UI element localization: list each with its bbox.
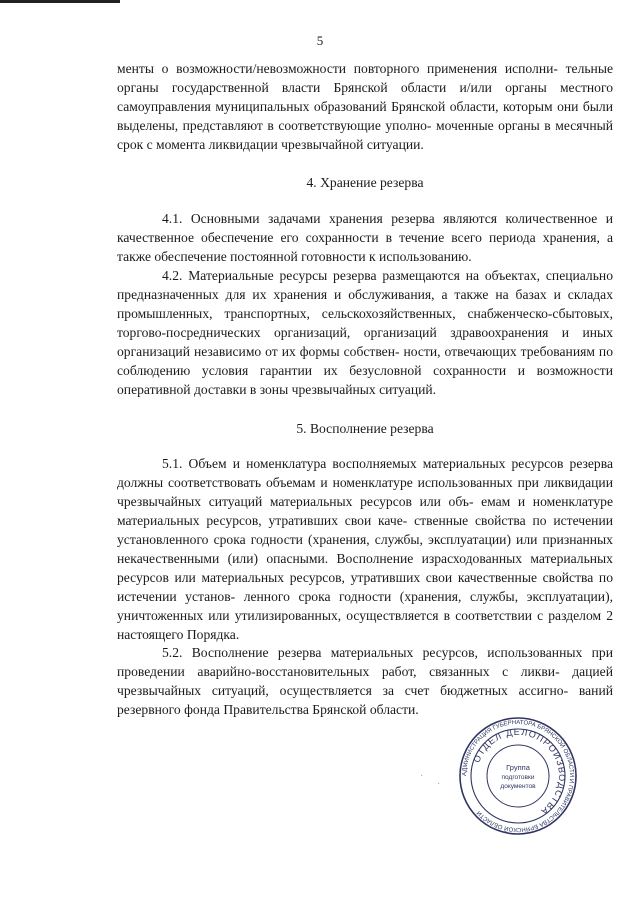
stamp-center-line: подготовки: [501, 774, 535, 781]
text-line: здравоохранения и иных организаций независимо от их формы собствен-: [117, 324, 613, 359]
text-line: 4.1. Основными задачами хранения резерва являются количественное: [162, 211, 598, 227]
text-line: ственные свойства по истечении установленного срока годности (хранения,: [117, 513, 613, 548]
text-line: Восполнение израсходованных материальных ресурсов или материальных: [117, 550, 613, 585]
stamp-center-line: Группа: [506, 763, 530, 772]
stamp-outer-text: АДМИНИСТРАЦИЯ ГУБЕРНАТОРА БРЯНСКОЙ ОБЛАСТИ И ПРАВИТЕЛЬСТВА БРЯНСКОЙ ОБЛАСТИ: [461, 719, 575, 833]
text-line: тельные органы государственной власти Брянской области и/или органы: [117, 61, 613, 95]
top-rule: [0, 0, 120, 3]
text-line: настоящего Порядка.: [117, 626, 240, 642]
paragraph-5-2: [117, 644, 613, 720]
text-line: которым они были выделены, представляют в соответствующие уполно-: [117, 98, 613, 133]
text-line: или утилизированных, осуществляется в соответствии с разделом 2: [208, 607, 613, 623]
stamp-inner-text: ОТДЕЛ ДЕЛОПРОИЗВОДСТВА: [471, 726, 568, 818]
stamp-center-line: документов: [500, 783, 536, 790]
text-line: хранения, а также обеспечение постоянной готовности к использованию.: [117, 230, 613, 265]
scan-speck: ·: [420, 771, 424, 782]
text-line: 5.2. Восполнение резерва материальных ресурсов, использованных: [162, 645, 583, 661]
office-stamp: [458, 716, 578, 836]
text-line: менты о возможности/невозможности повторного применения исполни-: [117, 61, 558, 76]
intro-paragraph: [117, 60, 613, 155]
text-line: 5.1. Объем и номенклатура восполняемых материальных ресурсов: [162, 456, 564, 472]
section-4-heading: 4. Хранение резерва: [306, 174, 424, 190]
text-line: службы, эксплуатации) или признанных некачественными (или) опасными.: [117, 532, 613, 566]
text-line: дацией чрезвычайных ситуаций, осуществляется за счет бюджетных ассигно-: [117, 664, 613, 699]
text-line: резерва должны соответствовать объемам и номенклатуре использованных: [117, 456, 613, 491]
text-line: емам и номенклатуре материальных ресурсов, утративших свои каче-: [117, 494, 613, 529]
text-line: безусловной сохранности и возможности оперативной доставки в зоны: [117, 362, 613, 397]
text-line: специально предназначенных для их хранения и обслуживания, а также: [117, 268, 613, 303]
text-line: местного самоуправления муниципальных образований Брянской области,: [117, 79, 613, 114]
text-line: ваний резервного фонда Правительства Брянской области.: [117, 683, 613, 718]
text-line: чрезвычайных ситуаций.: [291, 381, 437, 397]
text-line: ситуации.: [366, 136, 424, 152]
text-line: моченные органы в месячный срок с момента ликвидации чрезвычайной: [117, 117, 613, 152]
scan-speck: ·: [437, 779, 441, 790]
paragraph-4-1: [117, 210, 613, 267]
document-body: [117, 60, 613, 720]
text-line: на базах и складах промышленных, транспортных, сельскохозяйственных,: [117, 287, 613, 321]
section-5-heading: 5. Восполнение резерва: [296, 420, 434, 436]
text-line: ленного срока годности (хранения, службы, эксплуатации), уничтоженных: [117, 588, 614, 623]
paragraph-5-1: [117, 455, 613, 644]
text-line: снабженческо-сбытовых, торгово-посреднических организаций, организаций: [117, 305, 613, 340]
text-line: при ликвидации чрезвычайных ситуаций материальных ресурсов или объ-: [117, 475, 613, 510]
paragraph-4-2: [117, 267, 613, 399]
page-number: 5: [316, 33, 324, 48]
text-line: ности, отвечающих требованиям по соблюдению условия гарантии их: [117, 343, 613, 378]
text-line: 4.2. Материальные ресурсы резерва размещаются на объектах,: [162, 268, 541, 284]
text-line: ресурсов, утративших свои качественные свойства по истечении установ-: [117, 569, 614, 604]
text-line: и качественное обеспечение его сохранности в течение всего периода: [117, 211, 613, 246]
text-line: при проведении аварийно-восстановительных работ, связанных с ликви-: [117, 645, 613, 680]
